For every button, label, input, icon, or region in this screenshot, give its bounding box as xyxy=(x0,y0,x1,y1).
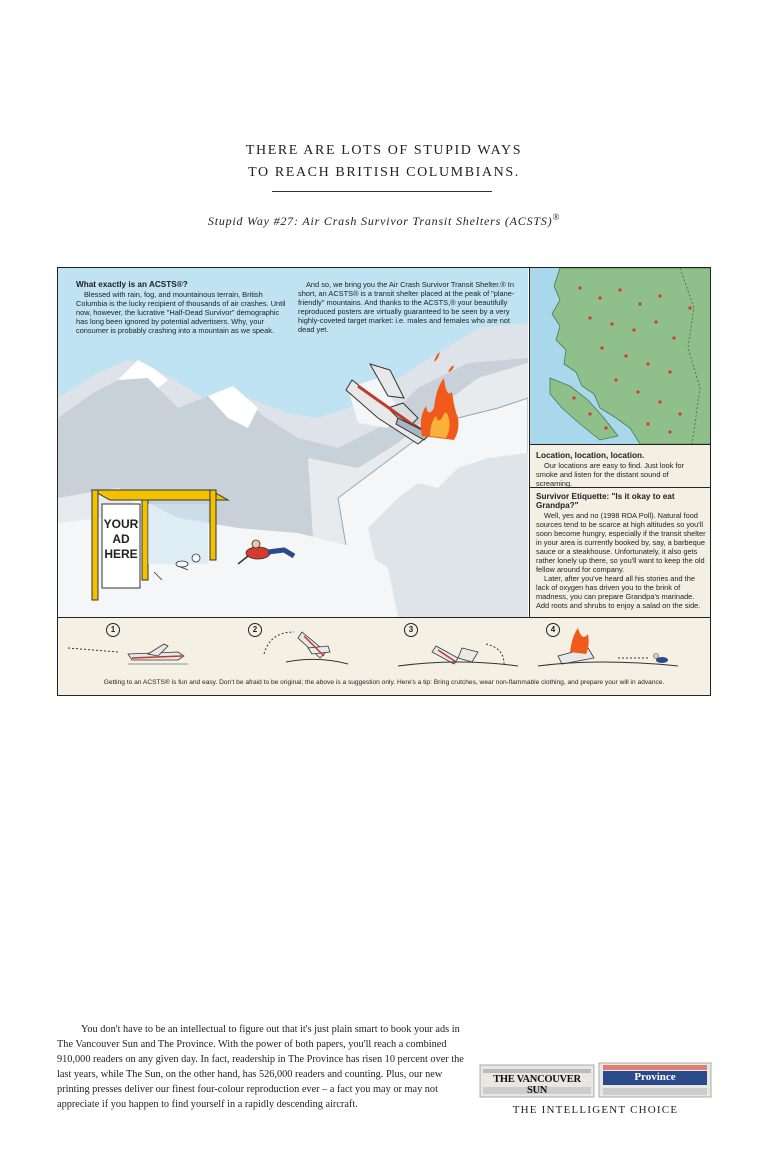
step-number-2: 2 xyxy=(248,623,262,637)
headline-line1: THERE ARE LOTS OF STUPID WAYS xyxy=(245,143,523,158)
etiquette-title: Survivor Etiquette: "Is it okay to eat Grandpa?" xyxy=(536,492,675,510)
headline-line2: TO REACH BRITISH COLUMBIANS. xyxy=(248,165,520,180)
steps-caption: Getting to an ACSTS® is fun and easy. Don't be afraid to be original; the above is a suggestion only. Here's a tip: Bring crutches, wear non-flammable clothing, and prepare your will in advance. xyxy=(103,679,665,686)
poster-line2: AD xyxy=(112,532,130,546)
step4-fire xyxy=(538,628,678,666)
illustration-panel xyxy=(57,267,711,696)
intro-text-2: And so, we bring you the Air Crash Survivor Transit Shelter.® In short, an ACSTS® is a transit shelter placed at the peak of "plane-friendly" mountains. And thanks to the ACSTS,® your beautifully reproduced posters are virtually guaranteed to be seen by a very highly-coveted target market: i.e. males and females who are not dead yet. xyxy=(298,280,515,334)
location-box xyxy=(529,445,711,488)
intro-text: Blessed with rain, fog, and mountainous terrain, British Columbia is the lucky recipient of thousands of air crashes. Until now, however, the lucrative "Half-Dead Survivor" demographic has long been ignored by potential advertisers. Why, your consumer is probably crashing into a mountain as we speak. xyxy=(76,290,286,335)
step-number-3: 3 xyxy=(404,623,418,637)
step-number-4: 4 xyxy=(546,623,560,637)
poster-line3: HERE xyxy=(104,547,138,561)
newspaper-logos xyxy=(479,1061,712,1099)
etiquette-box xyxy=(529,488,711,617)
steps-drawings xyxy=(58,618,710,678)
headline xyxy=(0,140,768,184)
location-text: Our locations are easy to find. Just look for smoke and listen for the distant sound of screaming. xyxy=(536,461,685,488)
step2-plane xyxy=(264,632,348,664)
vancouver-sun-logo: THE VANCOUVER SUN xyxy=(493,1074,581,1096)
etiquette-text-2: Later, after you've heard all his stories and the lack of oxygen has driven you to the brink of madness, you can prepare Grandpa's marinade. Add roots and shrubs to enjoy a salad on the side. xyxy=(536,574,701,610)
bc-map xyxy=(529,268,711,445)
subhead: Stupid Way #27: Air Crash Survivor Transit Shelters (ACSTS)® xyxy=(207,212,561,228)
steps-strip xyxy=(58,617,710,696)
intro-title: What exactly is an ACSTS®? xyxy=(76,280,188,289)
mountain-scene xyxy=(58,268,528,617)
intro-block-2 xyxy=(298,280,516,334)
step1-plane xyxy=(68,644,188,664)
etiquette-text-1: Well, yes and no (1998 RDA Poll). Natural food sources tend to be scarce at high altitudes so you'll soon become hungry, especially if the transit shelter in your area is currently booked by, say, a barbeque sauce or a steakhouse. Unfortunately, it also gets rather lonely up there, so you'll want to keep the old fellow around for company. xyxy=(536,511,706,574)
step-number-1: 1 xyxy=(106,623,120,637)
intro-block xyxy=(76,280,290,335)
location-title: Location, location, location. xyxy=(536,451,645,460)
body-copy: You don't have to be an intellectual to figure out that it's just plain smart to book your ads in The Vancouver Sun and The Province. With the power of both papers, you'll reach a combined 910,000 readers on any given day. In fact, readership in The Province has risen 10 percent over the last years, while The Sun, on the other hand, has 526,000 readers and counting. Plus, our new printing presses deliver our finest four-colour reproduction ever – a fact you may or may not appreciate if you happen to find yourself in a rapidly descending aircraft. xyxy=(57,1022,713,1132)
province-logo: Province xyxy=(634,1071,676,1083)
poster-line1: YOUR xyxy=(103,517,139,531)
step3-plane xyxy=(398,644,518,666)
tagline: THE INTELLIGENT CHOICE xyxy=(512,1104,679,1116)
headline-rule xyxy=(272,191,492,192)
